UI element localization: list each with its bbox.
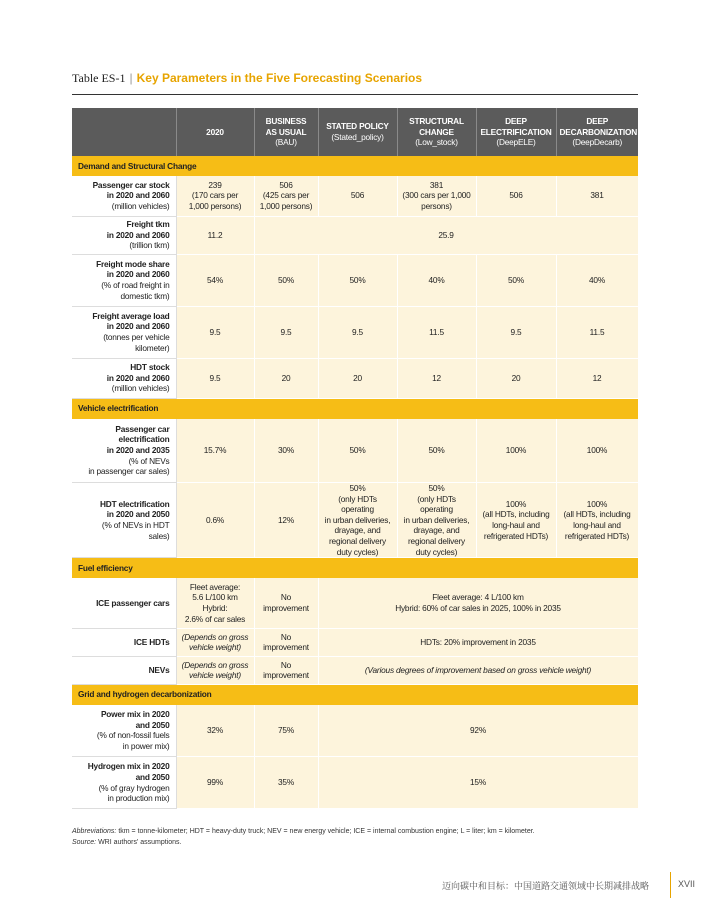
section-fuel: Fuel efficiency — [72, 558, 638, 579]
title-rule — [72, 94, 638, 95]
cell-merged: 92% — [318, 705, 638, 757]
section-row — [72, 156, 638, 176]
table-caption: Key Parameters in the Five Forecasting Scenarios — [136, 71, 423, 85]
scenario-table — [72, 108, 639, 809]
row-header: ICE HDTs — [72, 628, 176, 656]
source-label: Source: — [72, 839, 97, 846]
row-header: Freight mode share in 2020 and 2060 (% of road freight in domestic tkm) — [72, 254, 176, 306]
cell: 12% — [254, 483, 318, 558]
cell: 99% — [176, 757, 254, 809]
cell: 9.5 — [254, 306, 318, 358]
section-row — [72, 398, 638, 419]
cell: Fleet average: 5.6 L/100 km Hybrid: 2.6% of car sales — [176, 578, 254, 628]
table-row — [72, 628, 638, 656]
cell: 12 — [397, 358, 476, 398]
table-row — [72, 705, 638, 757]
header-bau: BUSINESS AS USUAL (BAU) — [254, 108, 318, 156]
abbreviations-text: tkm = tonne-kilometer; HDT = heavy-duty truck; NEV = new energy vehicle; ICE = internal combustion engine; L = liter; km = kilometer. — [118, 828, 535, 835]
source-text: WRI authors' assumptions. — [98, 839, 182, 846]
cell: 20 — [254, 358, 318, 398]
header-blank — [72, 108, 176, 156]
page-divider — [670, 872, 671, 898]
table-row — [72, 578, 638, 628]
cell: 20 — [318, 358, 397, 398]
cell: 30% — [254, 419, 318, 483]
header-2020: 2020 — [176, 108, 254, 156]
cell: 35% — [254, 757, 318, 809]
section-row — [72, 558, 638, 579]
cell-merged: Fleet average: 4 L/100 km Hybrid: 60% of car sales in 2025, 100% in 2035 — [318, 578, 638, 628]
header-stated-policy: STATED POLICY (Stated_policy) — [318, 108, 397, 156]
table-row — [72, 757, 638, 809]
row-header: Power mix in 2020 and 2050 (% of non-fossil fuels in power mix) — [72, 705, 176, 757]
cell: 100% (all HDTs, including long-haul and refrigerated HDTs) — [556, 483, 638, 558]
cell: 0.6% — [176, 483, 254, 558]
table-row — [72, 358, 638, 398]
cell: 50% (only HDTs operating in urban deliveries, drayage, and regional delivery duty cycles) — [397, 483, 476, 558]
cell: 506 — [318, 176, 397, 216]
cell-merged: HDTs: 20% improvement in 2035 — [318, 628, 638, 656]
title-separator: | — [129, 71, 133, 85]
cell: 12 — [556, 358, 638, 398]
cell: 9.5 — [176, 306, 254, 358]
cell: 20 — [476, 358, 556, 398]
cell: (Depends on gross vehicle weight) — [176, 628, 254, 656]
cell: No improvement — [254, 578, 318, 628]
row-header: Passenger car stock in 2020 and 2060 (million vehicles) — [72, 176, 176, 216]
cell: No improvement — [254, 628, 318, 656]
abbreviations-note — [72, 827, 638, 837]
table-label: Table ES-1 — [72, 71, 126, 85]
section-demand: Demand and Structural Change — [72, 156, 638, 176]
row-header: Hydrogen mix in 2020 and 2050 (% of gray hydrogen in production mix) — [72, 757, 176, 809]
cell: 50% (only HDTs operating in urban deliveries, drayage, and regional delivery duty cycles) — [318, 483, 397, 558]
table-row — [72, 216, 638, 254]
cell: 9.5 — [176, 358, 254, 398]
cell: 506 (425 cars per 1,000 persons) — [254, 176, 318, 216]
table-row — [72, 306, 638, 358]
section-vehicle: Vehicle electrification — [72, 398, 638, 419]
row-header: HDT stock in 2020 and 2060 (million vehicles) — [72, 358, 176, 398]
cell: 11.5 — [556, 306, 638, 358]
table-row — [72, 656, 638, 684]
cell: 32% — [176, 705, 254, 757]
row-header: Freight tkm in 2020 and 2060 (trillion tkm) — [72, 216, 176, 254]
table-row — [72, 419, 638, 483]
section-grid: Grid and hydrogen decarbonization — [72, 684, 638, 705]
table-title — [72, 71, 638, 93]
header-row — [72, 108, 638, 156]
cell: 11.2 — [176, 216, 254, 254]
cell: 50% — [476, 254, 556, 306]
cell: 100% (all HDTs, including long-haul and refrigerated HDTs) — [476, 483, 556, 558]
cell: 9.5 — [476, 306, 556, 358]
cell: 15.7% — [176, 419, 254, 483]
cell: No improvement — [254, 656, 318, 684]
header-deep-electrification: DEEP ELECTRIFICATION (DeepELE) — [476, 108, 556, 156]
row-header: HDT electrification in 2020 and 2050 (% of NEVs in HDT sales) — [72, 483, 176, 558]
cell: 239 (170 cars per 1,000 persons) — [176, 176, 254, 216]
cell-merged: 15% — [318, 757, 638, 809]
cell-merged: 25.9 — [254, 216, 638, 254]
cell: 100% — [556, 419, 638, 483]
cell: 75% — [254, 705, 318, 757]
cell: 50% — [254, 254, 318, 306]
row-header: ICE passenger cars — [72, 578, 176, 628]
table-row — [72, 483, 638, 558]
cell: 506 — [476, 176, 556, 216]
header-structural-change: STRUCTURAL CHANGE (Low_stock) — [397, 108, 476, 156]
table-row — [72, 176, 638, 216]
cell: 11.5 — [397, 306, 476, 358]
cell: 50% — [318, 419, 397, 483]
page-number: XVII — [678, 879, 696, 889]
cell: 40% — [397, 254, 476, 306]
cell: (Depends on gross vehicle weight) — [176, 656, 254, 684]
cell: 381 (300 cars per 1,000 persons) — [397, 176, 476, 216]
table-row — [72, 254, 638, 306]
row-header: Freight average load in 2020 and 2060 (tonnes per vehicle kilometer) — [72, 306, 176, 358]
row-header: NEVs — [72, 656, 176, 684]
cell: 50% — [318, 254, 397, 306]
header-deep-decarbonization: DEEP DECARBONIZATION (DeepDecarb) — [556, 108, 638, 156]
cell: 50% — [397, 419, 476, 483]
cell: 40% — [556, 254, 638, 306]
row-header: Passenger car electrification in 2020 and 2035 (% of NEVs in passenger car sales) — [72, 419, 176, 483]
cell: 381 — [556, 176, 638, 216]
cell: 9.5 — [318, 306, 397, 358]
abbreviations-label: Abbreviations: — [72, 828, 117, 835]
cell: 100% — [476, 419, 556, 483]
cell: 54% — [176, 254, 254, 306]
section-row — [72, 684, 638, 705]
running-title: 迈向碳中和目标：中国道路交通领域中长期减排战略 — [442, 881, 650, 891]
source-note — [72, 838, 638, 848]
cell-merged: (Various degrees of improvement based on gross vehicle weight) — [318, 656, 638, 684]
